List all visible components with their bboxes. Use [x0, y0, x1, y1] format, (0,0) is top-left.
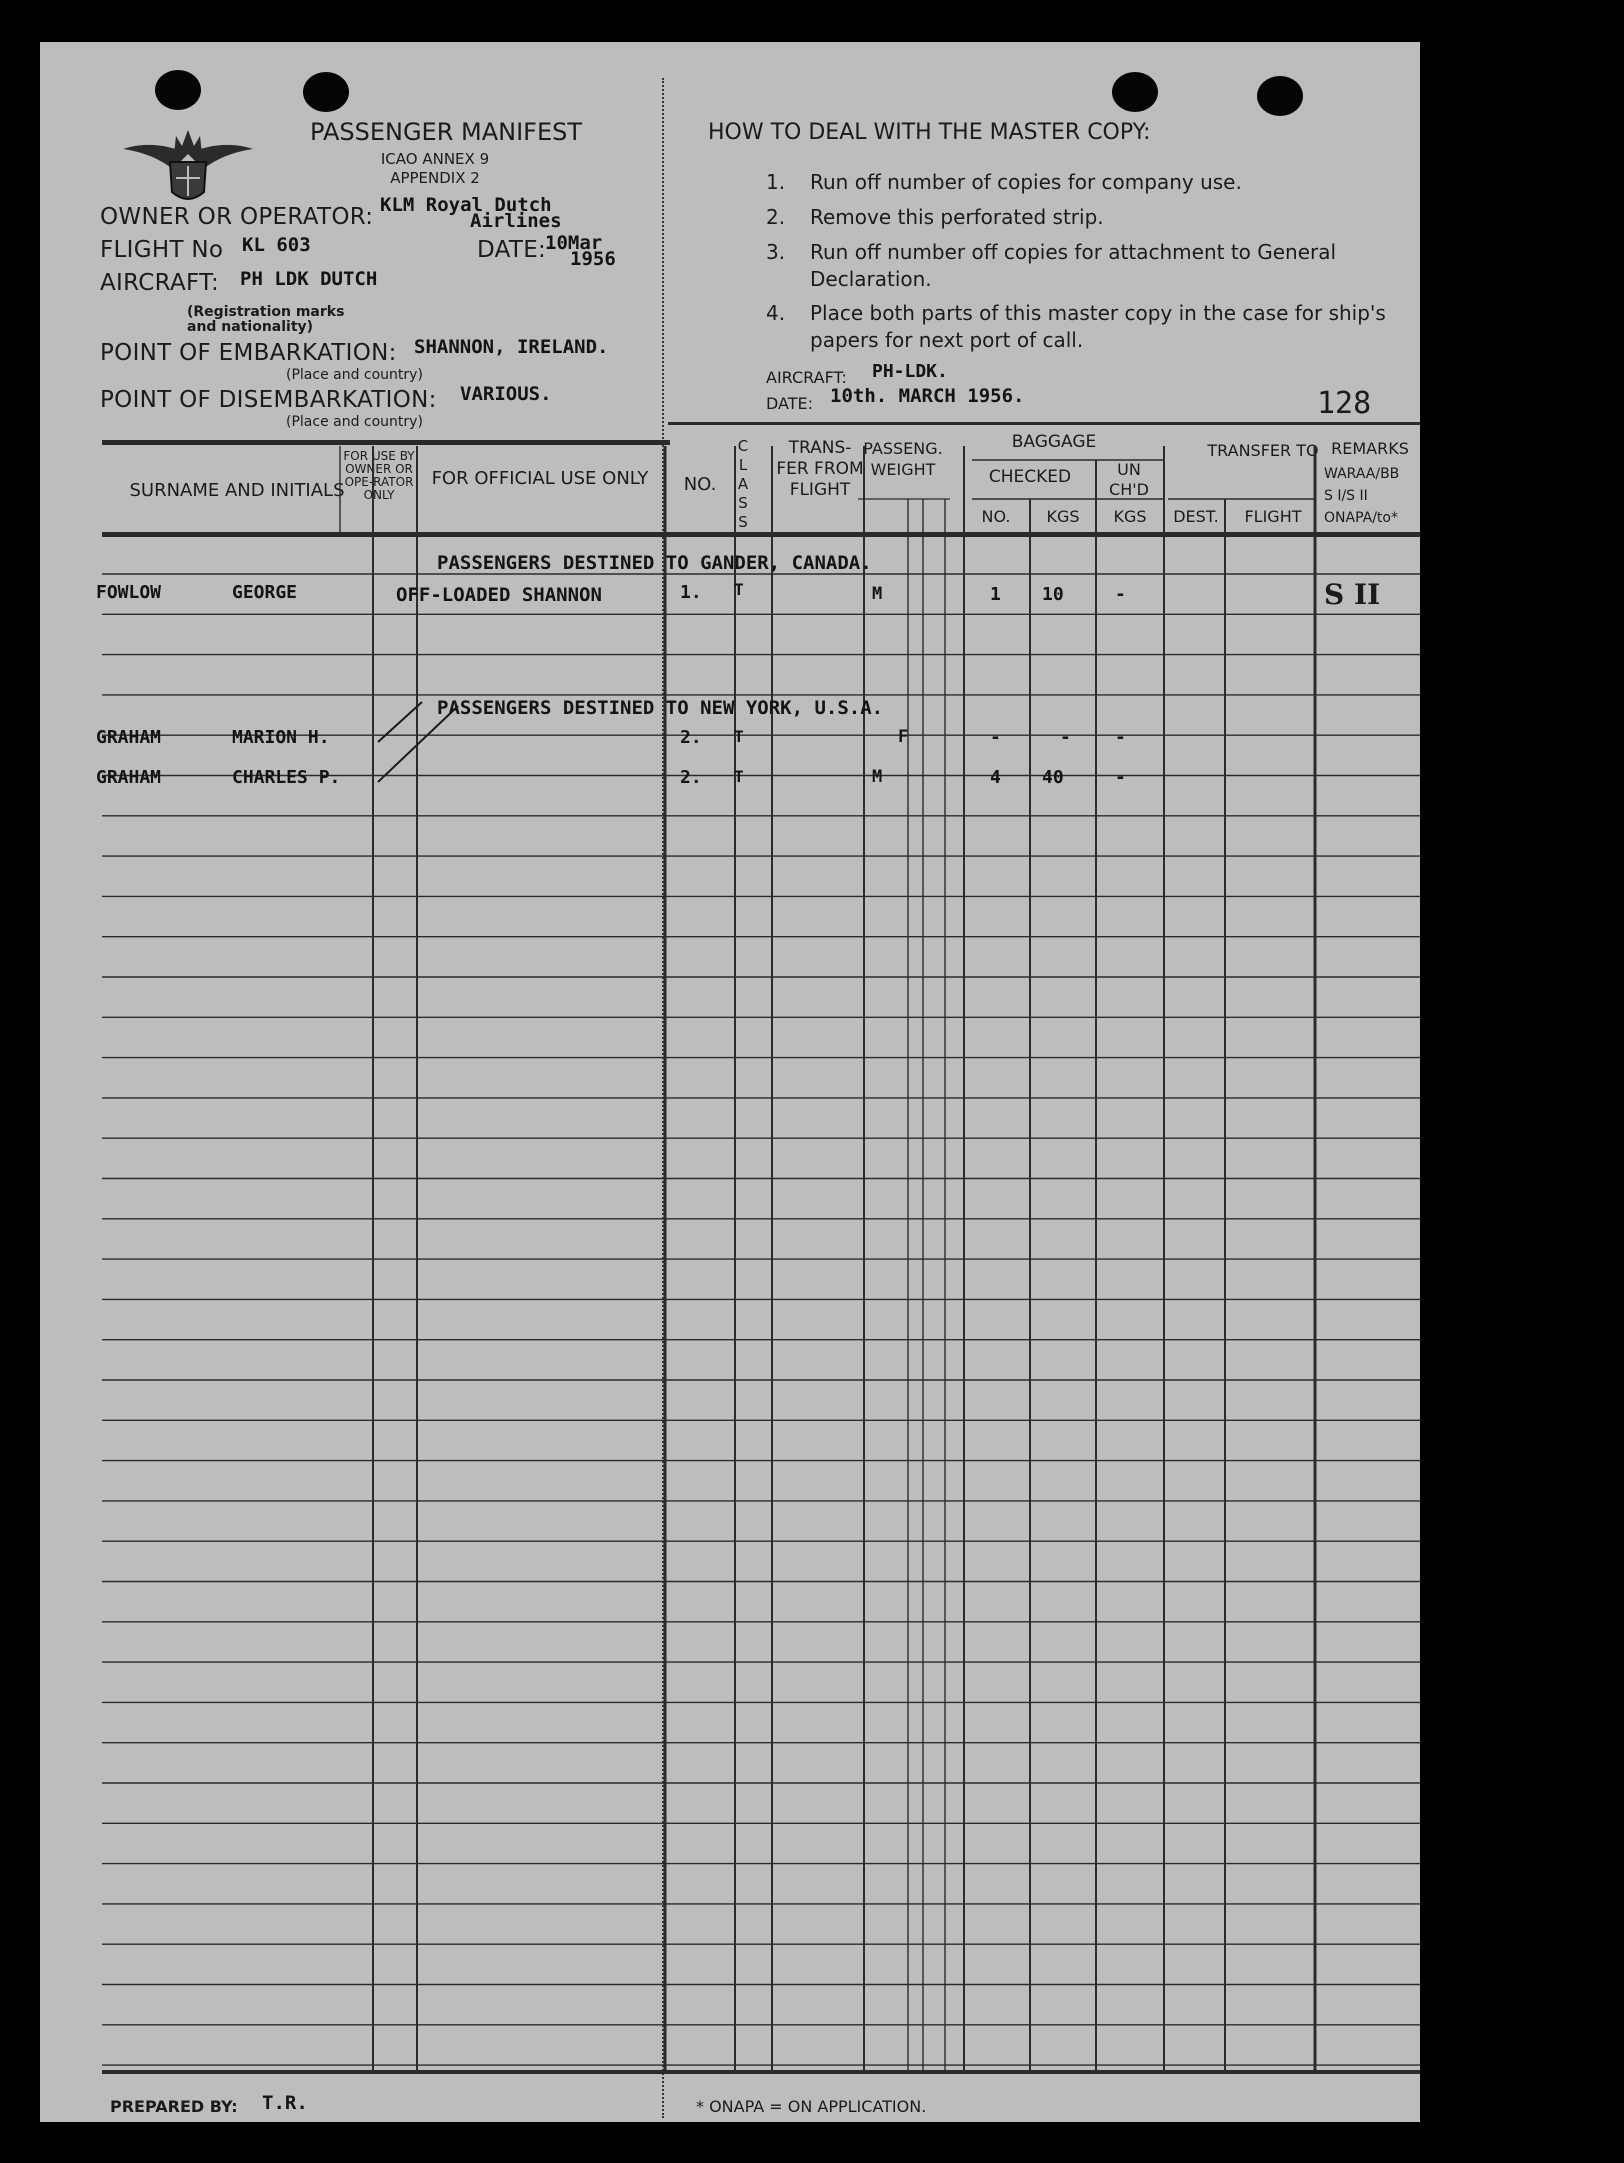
cell-bag-no: - [990, 727, 1001, 748]
instruction-date-value: 10th. MARCH 1956. [830, 385, 1025, 407]
cell-weight: M [872, 584, 883, 604]
cell-bag-kgs: 10 [1042, 584, 1064, 605]
embarkation-value: SHANNON, IRELAND. [414, 336, 609, 358]
manifest-sheet [40, 42, 1420, 2122]
col-transfer-from-header: TRANS-FER FROM FLIGHT [776, 438, 864, 500]
cell-unchd: - [1115, 727, 1126, 748]
form-appendix: APPENDIX 2 [390, 169, 480, 187]
cell-surname: GRAHAM [96, 727, 162, 748]
flight-value: KL 603 [242, 234, 311, 256]
footnote: * ONAPA = ON APPLICATION. [696, 2097, 927, 2116]
col-dest-header: DEST. [1173, 507, 1219, 526]
date-value-line2: 1956 [570, 248, 616, 270]
aircraft-note-1: (Registration marks [187, 304, 345, 320]
owner-value-line1: KLM Royal Dutch [380, 194, 552, 216]
cell-no: 2. [680, 727, 702, 748]
col-no-header: NO. [683, 474, 717, 495]
cell-unchd: - [1115, 767, 1126, 788]
group-heading-new-york: PASSENGERS DESTINED TO NEW YORK, U.S.A. [437, 697, 884, 719]
col-flight-header: FLIGHT [1244, 507, 1302, 526]
instruction-step: 3. Run off number off copies for attachment to General Declaration. [766, 240, 1337, 291]
date-value-line1: 10Mar [545, 232, 603, 254]
cell-given-name: GEORGE [232, 582, 298, 603]
prepared-by-label: PREPARED BY: [110, 2097, 238, 2116]
cell-no: 2. [680, 767, 702, 788]
col-surname-header: SURNAME AND INITIALS [129, 480, 345, 501]
disembarkation-value: VARIOUS. [460, 383, 552, 405]
cell-given-name: MARION H. [232, 727, 330, 748]
col-bag-kgs-header: KGS [1046, 507, 1080, 526]
instructions-heading: HOW TO DEAL WITH THE MASTER COPY: [708, 120, 1151, 145]
cell-no: 1. [680, 582, 702, 603]
col-baggage-header: BAGGAGE [1011, 432, 1097, 452]
cell-bag-kgs: 40 [1042, 767, 1064, 788]
col-remarks-header: REMARKS [1331, 439, 1409, 458]
cell-bag-no: 4 [990, 767, 1001, 788]
instruction-aircraft-value: PH-LDK. [872, 361, 948, 382]
cell-surname: FOWLOW [96, 582, 162, 603]
cell-unchd: - [1115, 584, 1126, 605]
cell-class: T [734, 580, 744, 599]
flight-label: FLIGHT No [100, 237, 224, 263]
page-number: 128 [1317, 386, 1372, 421]
aircraft-value: PH LDK DUTCH [240, 268, 378, 290]
cell-class: T [734, 727, 744, 746]
aircraft-label: AIRCRAFT: [100, 270, 219, 296]
form-title: PASSENGER MANIFEST [310, 118, 583, 146]
group-heading-gander: PASSENGERS DESTINED TO GANDER, CANADA. [437, 552, 872, 574]
col-remarks-sub2: S I/S II [1324, 488, 1368, 504]
form-annex: ICAO ANNEX 9 [380, 150, 490, 168]
col-class-header: CLASS [737, 437, 749, 531]
col-checked-header: CHECKED [988, 467, 1072, 487]
cell-weight: M [872, 767, 883, 787]
col-bag-no-header: NO. [981, 507, 1011, 526]
disembarkation-note: (Place and country) [286, 414, 423, 430]
instruction-step: 2. Remove this perforated strip. [766, 205, 1104, 229]
date-label: DATE: [477, 237, 547, 263]
cell-bag-kgs: - [1060, 727, 1071, 748]
owner-value-line2: Airlines [470, 210, 562, 232]
instruction-date-label: DATE: [766, 394, 814, 413]
col-remarks-sub3: ONAPA/to* [1324, 510, 1398, 526]
embarkation-label: POINT OF EMBARKATION: [100, 340, 397, 366]
disembarkation-label: POINT OF DISEMBARKATION: [100, 387, 437, 413]
col-unchd-kgs-header: KGS [1113, 507, 1147, 526]
embarkation-note: (Place and country) [286, 367, 423, 383]
cell-class: T [734, 767, 744, 786]
col-unchd-header: UN CH'D [1109, 460, 1149, 499]
ditto-strokes [40, 42, 1420, 2122]
cell-official: OFF-LOADED SHANNON [396, 584, 602, 606]
cell-weight: F [898, 727, 909, 747]
col-weight-header: PASSENG. WEIGHT [863, 439, 943, 479]
instruction-aircraft-label: AIRCRAFT: [766, 368, 847, 387]
instruction-step: 4. Place both parts of this master copy in the case for ship's papers for next port of call. [766, 301, 1386, 352]
cell-bag-no: 1 [990, 584, 1001, 605]
owner-label: OWNER OR OPERATOR: [100, 204, 374, 230]
cell-surname: GRAHAM [96, 767, 162, 788]
col-remarks-sub1: WARAA/BB [1324, 466, 1400, 482]
aircraft-note-2: and nationality) [187, 319, 314, 335]
col-transfer-to-header: TRANSFER TO [1207, 441, 1319, 460]
cell-given-name: CHARLES P. [232, 767, 341, 788]
instruction-step: 1. Run off number of copies for company use. [766, 170, 1242, 194]
col-owner-use-header: FOR USE BY OWNER OR OPE-RATOR ONLY [343, 449, 415, 502]
prepared-by-value: T.R. [262, 2092, 308, 2114]
col-official-header: FOR OFFICIAL USE ONLY [431, 468, 649, 489]
cell-remarks: S II [1324, 578, 1381, 611]
